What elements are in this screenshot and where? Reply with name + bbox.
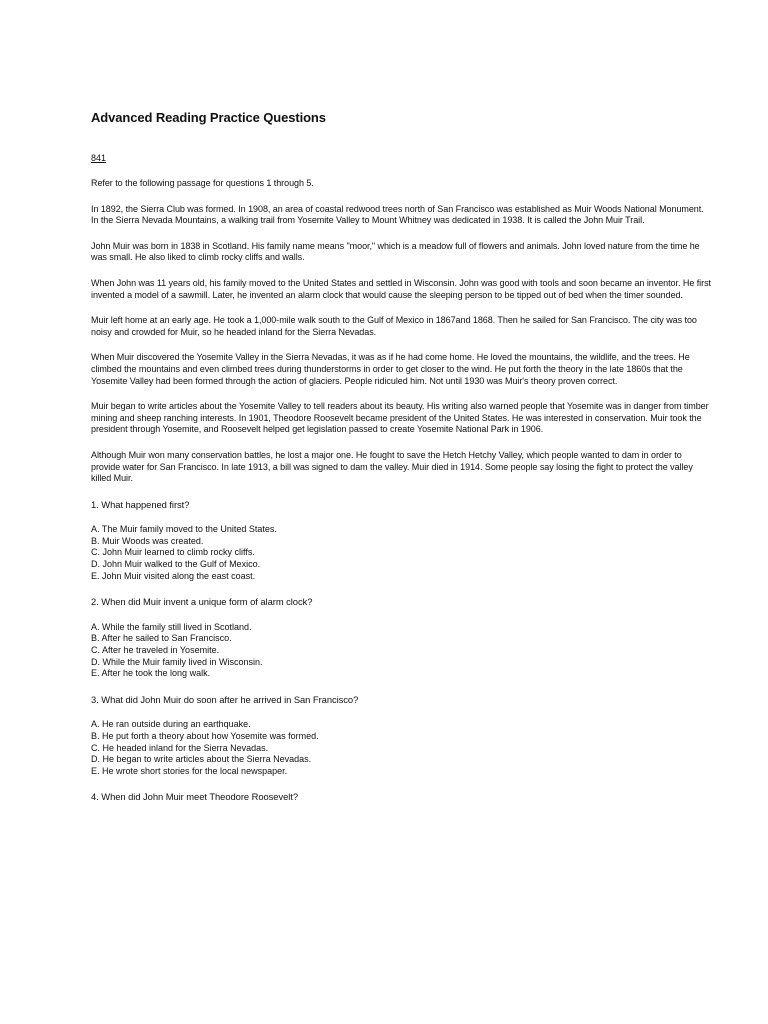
answer-choices (91, 524, 712, 582)
passage-paragraph: When John was 11 years old, his family moved to the United States and settled in Wisconsin. John was good with tools and soon became an inventor. He first invented a model of a sawmill. Later, he invented an alarm clock that would cause the sleeping person to be tipped out of bed when the timer sounded. (91, 277, 711, 300)
passage-paragraph: In 1892, the Sierra Club was formed. In 1908, an area of coastal redwood trees north of San Francisco was established as Muir Woods National Monument. In the Sierra Nevada Mountains, a walking trail from Yosemite Valley to Mount Whitney was dedicated in 1938. It is called the John Muir Trail. (91, 203, 704, 226)
answer-choice: D. While the Muir family lived in Wisconsin. (91, 656, 263, 667)
answer-choice: D. John Muir walked to the Gulf of Mexico. (91, 559, 261, 570)
passage-paragraph: Although Muir won many conservation battles, he lost a major one. He fought to save the Hetch Hetchy Valley, which people wanted to dam in order to provide water for San Francisco. In late 1913, a bill was signed to dam the valley. Muir died in 1914. Some people say losing the fight to protect the valley killed Muir. (91, 449, 693, 484)
document-title: Advanced Reading Practice Questions (91, 110, 326, 125)
answer-choice: E. He wrote short stories for the local newspaper. (91, 765, 288, 776)
question-block (91, 596, 712, 680)
document-number-link[interactable]: 841 (91, 153, 107, 163)
answer-choice: C. John Muir learned to climb rocky cliffs. (91, 547, 255, 558)
answer-choice: B. After he sailed to San Francisco. (91, 633, 232, 644)
passage-paragraph: When Muir discovered the Yosemite Valley in the Sierra Nevadas, it was as if he had come home. He loved the mountains, the wildlife, and the trees. He climbed the mountains and even climbed trees during thunderstorms in order to get closer to the wind. He put forth the theory in the late 1860s that the Yosemite Valley had been formed through the action of glaciers. People ridiculed him. Not until 1930 was Muir's theory proven correct. (91, 352, 690, 386)
answer-choice: C. After he traveled in Yosemite. (91, 645, 220, 656)
question-block (91, 694, 712, 778)
answer-choice: C. He headed inland for the Sierra Nevadas. (91, 742, 269, 753)
passage (91, 204, 712, 485)
answer-choice: A. He ran outside during an earthquake. (91, 719, 251, 730)
question-text: 1. What happened first? (91, 498, 190, 510)
passage-intro: Refer to the following passage for questions 1 through 5. (91, 178, 314, 188)
answer-choice: B. Muir Woods was created. (91, 535, 204, 546)
passage-paragraph: Muir began to write articles about the Yosemite Valley to tell readers about its beauty. His writing also warned people that Yosemite was in danger from timber mining and sheep ranching interests. In 1901, Theodore Roosevelt became president of the United States. He was interested in conservation. Muir took the president through Yosemite, and Roosevelt helped get legislation passed to create Yosemite National Park in 1906. (91, 401, 709, 435)
answer-choices (91, 719, 712, 777)
answer-choice: E. John Muir visited along the east coast. (91, 570, 256, 581)
answer-choice: A. While the family still lived in Scotland. (91, 621, 252, 632)
passage-paragraph: John Muir was born in 1838 in Scotland. His family name means "moor," which is a meadow full of flowers and animals. John loved nature from the time he was small. He also liked to climb rocky cliffs and walls. (91, 240, 700, 263)
answer-choice: E. After he took the long walk. (91, 668, 211, 679)
answer-choices (91, 622, 712, 680)
question-block (91, 791, 712, 803)
answer-choice: B. He put forth a theory about how Yosemite was formed. (91, 731, 319, 741)
passage-paragraph: Muir left home at an early age. He took a 1,000-mile walk south to the Gulf of Mexico in 1867and 1868. Then he sailed for San Francisco. The city was too noisy and crowded for Muir, so he headed inland for the Sierra Nevadas. (91, 315, 697, 337)
question-text: 2. When did Muir invent a unique form of alarm clock? (91, 596, 313, 608)
question-text: 3. What did John Muir do soon after he arrived in San Francisco? (91, 693, 359, 705)
answer-choice: A. The Muir family moved to the United States. (91, 524, 277, 535)
question-block (91, 499, 712, 583)
answer-choice: D. He began to write articles about the Sierra Nevadas. (91, 754, 312, 765)
question-text: 4. When did John Muir meet Theodore Roosevelt? (91, 791, 299, 803)
